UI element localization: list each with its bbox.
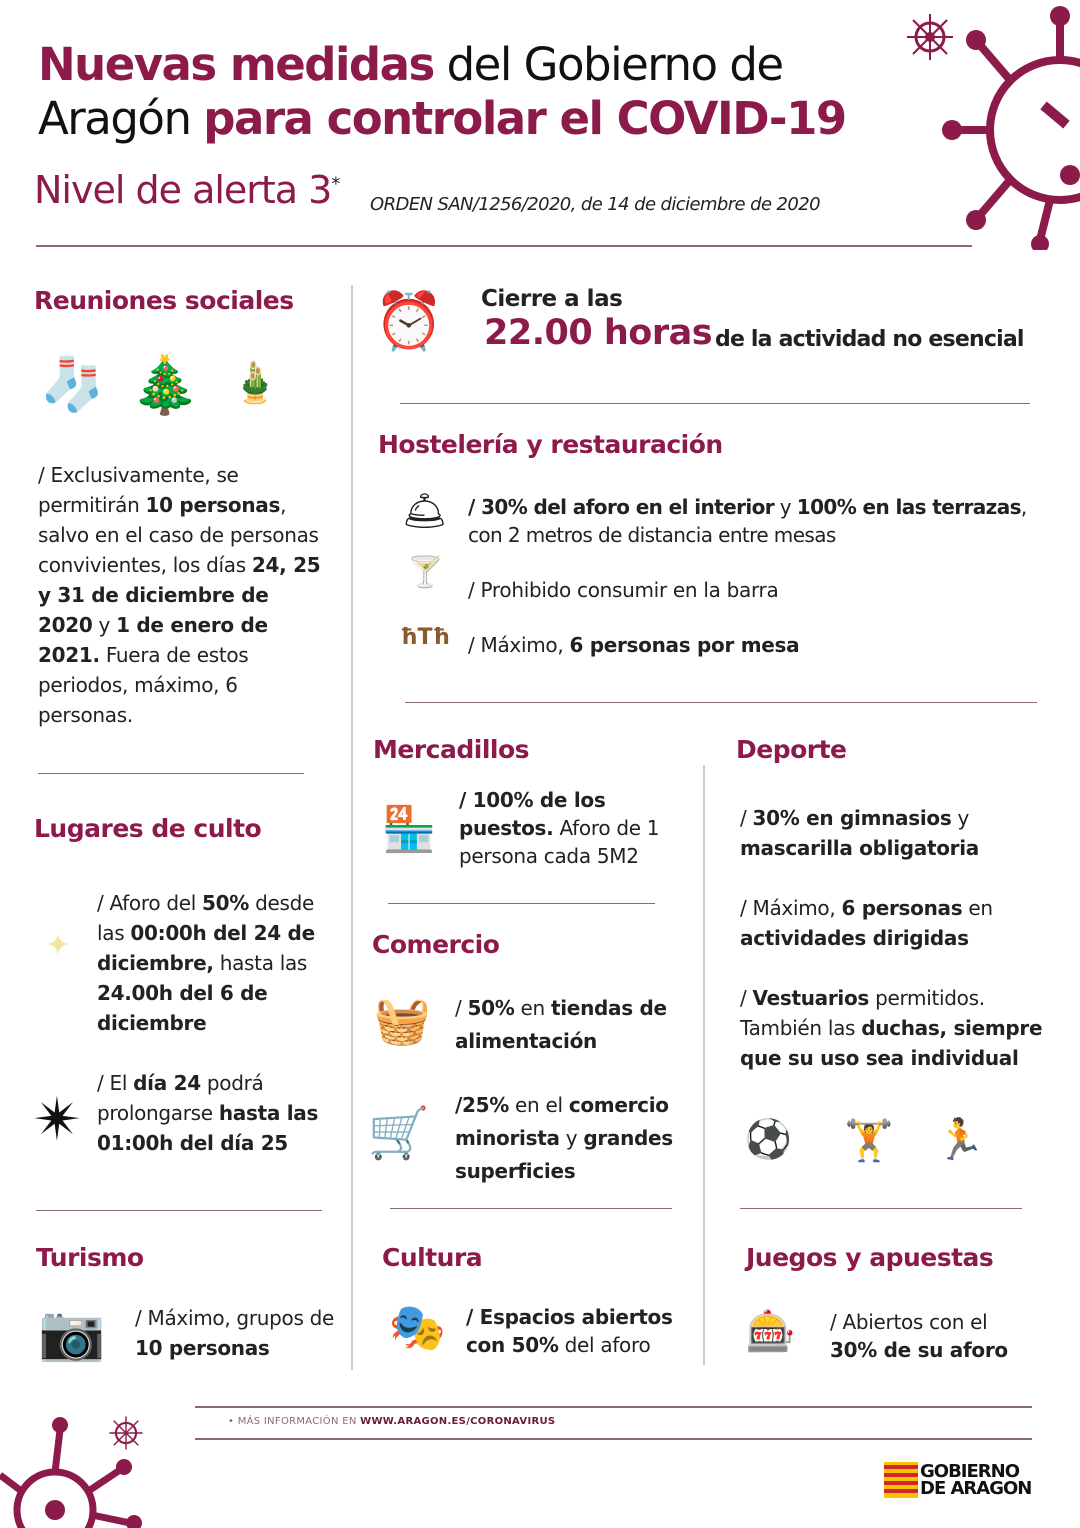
small-virus-icon-bottom [108,1415,144,1451]
bold-text: actividades dirigidas [740,926,969,950]
bold-text: tiendas de alimentación [455,996,667,1053]
culto-item-2 [97,1068,337,1158]
bold-text: 1 de enero de 2021. [38,613,268,667]
aragon-flag-icon [884,1462,918,1498]
text: hasta las [213,951,308,975]
deporte-item-1 [740,803,1040,863]
text: y [92,613,117,637]
grocery-basket-icon: 🧺 [373,992,432,1047]
juegos-title: Juegos y apuestas [746,1243,994,1272]
closing-time: 22.00 horas [484,313,713,353]
footer-divider-top [195,1406,1032,1408]
bold-text: grandes superficies [455,1126,673,1183]
culto-item-1 [97,888,347,1038]
bold-text: Nuevas medidas [38,38,434,91]
text: / [455,996,468,1020]
deporte-item-3 [740,983,1060,1073]
text: y [951,806,970,830]
text: permitidos. También las [740,986,985,1040]
bold-text: 00:00h del 24 de diciembre, [97,921,315,975]
text: / El [97,1071,134,1095]
bold-text: 30% en gimnasios [752,806,952,830]
title-line-1 [38,38,846,92]
sparkle-icon: ✦ [45,927,71,963]
logo-line-1: GOBIERNO [920,1461,1020,1482]
bold-text: 6 personas [841,896,963,920]
cultura-text [466,1303,696,1359]
soccer-ball-icon: ⚽ [744,1117,793,1161]
text: / Exclusivamente, se permitirán [38,463,239,517]
closing-suffix: de la actividad no esencial [715,327,1024,352]
bold-text: Vestuarios [752,986,870,1010]
text: y [774,495,797,519]
header-divider [36,245,972,247]
divider [740,1208,1022,1209]
text: en [514,996,551,1020]
bold-text: 100% en las terrazas [796,495,1021,519]
casino-chips-icon: 🎰 [745,1308,796,1355]
text: Aragón [38,92,204,145]
bold-text: 10 personas [135,1336,270,1360]
hosteleria-title: Hostelería y restauración [378,430,723,459]
divider [405,702,1037,703]
bold-text: mascarilla obligatoria [740,836,979,860]
juegos-text [830,1308,1030,1364]
alarm-clock-icon: ⏰ [374,289,444,354]
deporte-item-2 [740,893,1040,953]
reuniones-title: Reuniones sociales [34,286,294,315]
text: , salvo en el caso de personas convivientes, los días [38,493,319,577]
christmas-tree-icon: 🎄 [130,352,200,418]
text: y [559,1126,584,1150]
text: podrá prolongarse [97,1071,264,1125]
bold-text: 24, 25 y 31 de diciembre de 2020 [38,553,321,637]
text: , con 2 metros de distancia entre mesas [468,495,1027,547]
column-divider-1 [351,285,353,1370]
deporte-title: Deporte [736,735,847,764]
text: / Aforo del [97,891,203,915]
camera-icon: 📷 [38,1300,106,1364]
bold-text: 50% [467,996,515,1020]
text: del Gobierno de [433,38,783,91]
market-stall-icon: 🏪 [381,804,437,855]
bold-text: 24.00h del 6 de diciembre [97,981,268,1035]
table-chairs-icon: ħTħ [400,624,450,650]
column-divider-2 [703,765,705,1365]
bold-text: hasta las 01:00h del día 25 [97,1101,319,1155]
text: / Máximo, [740,896,842,920]
cultura-title: Cultura [382,1243,483,1272]
bold-text: duchas, siempre que su uso sea individual [740,1016,1043,1070]
title-line-2 [38,92,846,146]
bold-text: 50% [202,891,250,915]
turismo-text [135,1303,335,1363]
theater-masks-icon: 🎭 [388,1300,447,1354]
text: / Máximo, grupos de [135,1306,335,1330]
alert-level-text: Nivel de alerta 3 [34,168,332,212]
culto-title: Lugares de culto [34,814,262,843]
small-virus-icon [905,12,955,62]
christmas-stocking-icon: 🧦 [40,355,105,415]
alert-level [34,168,339,212]
bold-text: / Espacios abiertos con 50% [466,1305,673,1357]
logo-line-2: DE ARAGON [920,1478,1032,1499]
divider [390,1208,672,1209]
text: / [740,806,753,830]
bold-text: comercio minorista [455,1093,669,1150]
text: en [962,896,993,920]
text: / Prohibido consumir en la barra [468,578,779,602]
alert-asterisk: * [331,173,340,195]
text: / [740,986,753,1010]
text: / Máximo, [468,633,570,657]
text: / Abiertos con el [830,1310,988,1334]
reuniones-text [38,460,328,730]
bold-text: 30% de su aforo [830,1338,1008,1362]
text: en el [508,1093,569,1117]
bold-text: 6 personas por mesa [569,633,800,657]
mercadillos-title: Mercadillos [373,735,530,764]
weightlifter-icon: 🏋 [844,1117,894,1164]
text: Fuera de estos periodos, máximo, 6 personas. [38,643,249,727]
comercio-item-1 [455,992,695,1058]
more-info: • MÁS INFORMACIÓN EN WWW.ARAGON.ES/CORONAVIRUS [228,1416,556,1427]
gobierno-aragon-logo [884,1462,1031,1498]
bold-text: /25% [455,1093,509,1117]
footer-divider-bottom [195,1438,1032,1440]
hosteleria-item-3 [468,630,1028,660]
divider [36,1210,322,1211]
ornaments-icon: 🎍 [230,360,280,406]
cloche-icon: 🛎 [401,490,448,532]
cocktail-icon: 🍸 [406,555,445,590]
more-info-link[interactable]: WWW.ARAGON.ES/CORONAVIRUS [360,1416,556,1427]
text: desde las [97,891,315,945]
bold-text: 10 personas [145,493,281,517]
more-info-label: MÁS INFORMACIÓN EN [237,1416,361,1427]
virus-icon [940,0,1080,250]
star-icon: ✴ [32,1085,83,1155]
page-title [38,38,846,146]
shopping-cart-icon: 🛒 [367,1103,431,1162]
divider [400,403,1030,404]
mercadillos-text [459,786,689,870]
divider [38,773,304,774]
text: del aforo [558,1333,651,1357]
bold-text: / 100% de los puestos. [459,788,606,840]
bold-text: día 24 [133,1071,201,1095]
order-reference: ORDEN SAN/1256/2020, de 14 de diciembre de 2020 [370,194,820,215]
closing-prefix: Cierre a las [481,286,623,312]
text: Aforo de 1 persona cada 5M2 [459,816,660,868]
runner-icon: 🏃 [935,1116,985,1163]
hosteleria-item-2 [468,575,1028,605]
comercio-title: Comercio [372,930,500,959]
comercio-item-2 [455,1089,700,1188]
turismo-title: Turismo [36,1243,144,1272]
bold-text: / 30% del aforo en el interior [468,495,774,519]
hosteleria-item-1 [468,493,1038,549]
divider [388,903,655,904]
bold-text: para controlar el COVID-19 [203,92,846,145]
